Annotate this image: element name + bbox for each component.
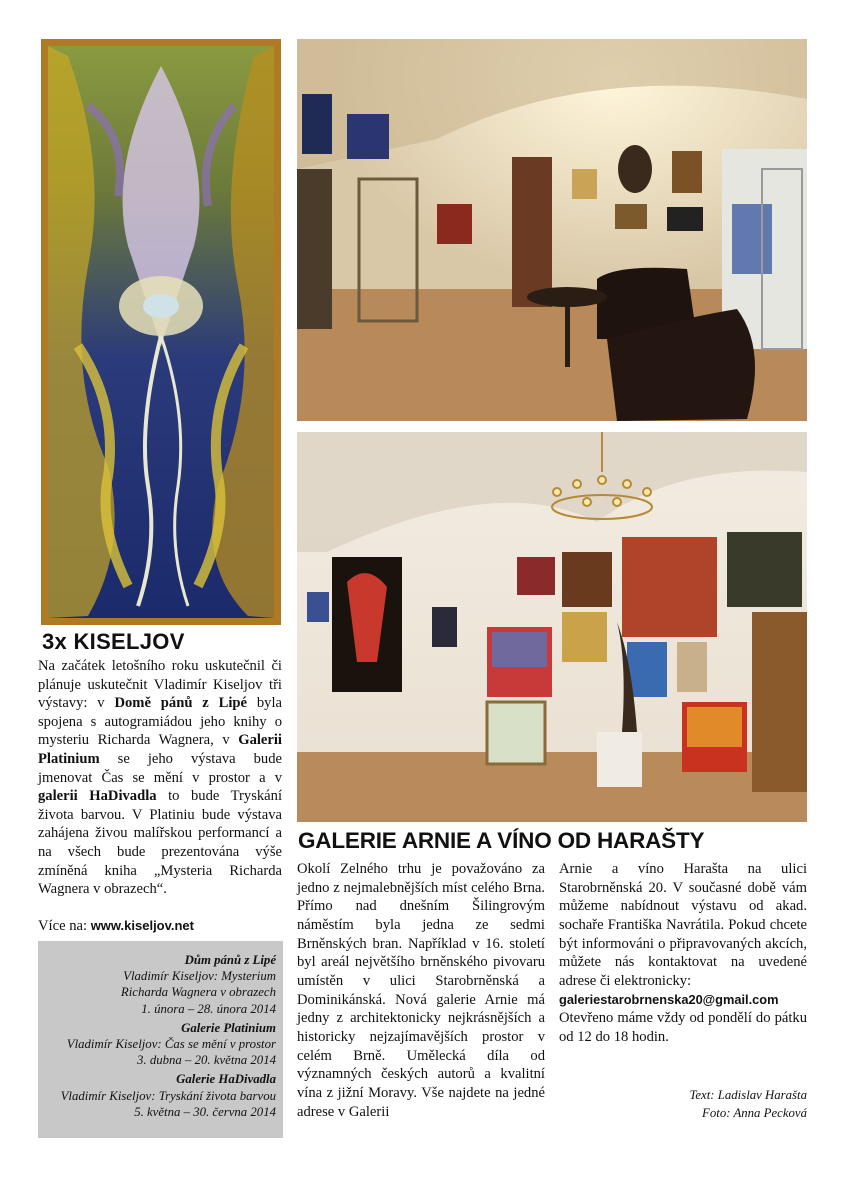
kiseljov-text-1: Na začátek letošního roku uskutečnil či plánuje uskutečnit Vladimír Kiseljov tři výstavy: v	[38, 658, 282, 712]
kiseljov-text-3: se jeho výstava bude jmenovat Čas se mění v prostor a v	[38, 750, 282, 786]
galerie-column-2-text: Arnie a víno Harašta na ulici Starobrněnská 20. V současné době vám můžeme nabídnout výstavu od akad. sochaře Františka Navrátila. Pokud chcete být informováni o připravovaných akcích, můžete nás kontaktovat na uvedené adrese či elektronicky:	[559, 861, 807, 989]
exhibitions-box	[38, 941, 283, 1138]
exhibition-line: Vladimír Kiseljov: Čas se mění v prostor	[66, 1037, 276, 1052]
exhibition-dates: 1. února – 28. února 2014	[141, 1001, 276, 1016]
more-label: Více na:	[38, 918, 91, 934]
exhibition-line: Vladimír Kiseljov: Mysterium	[123, 969, 276, 984]
kiseljov-more-info	[38, 918, 194, 935]
exhibition-venue: Dům pánů z Lipé	[184, 953, 276, 967]
galerie-title: GALERIE ARNIE A VÍNO OD HARAŠTY	[298, 828, 705, 853]
exhibition-venue: Galerie Platinium	[181, 1020, 276, 1035]
photo-credit: Foto: Anna Pecková	[702, 1106, 807, 1120]
exhibition-line: Vladimír Kiseljov: Tryskání života barvou	[60, 1088, 276, 1103]
exhibition-line: Richarda Wagnera v obrazech	[120, 985, 276, 1000]
galerie-column-1: Okolí Zelného trhu je považováno za jedno z nejmalebnějších míst celého Brna. Přímo nad dnešním Šilingrovým náměstím byla jedna ze sedmi Brněnských bran. Například v 16. století byl areál největšího brněnského pivovaru umístěn v ulici Starobrněnská a Dominikánská. Nová galerie Arnie má jedny z architektonicky nejkrásnějších a historicky nejzajímavějších prostor v celém Brně. Umělecká díla od významných českých autorů a kvalitní vína z jižní Moravy. Vše najdete na jedné adrese v Galerii	[297, 861, 545, 1120]
gallery-photo-sofa	[297, 39, 807, 421]
kiseljov-text-4: to bude Tryskání života barvou. V Platiniu bude výstava zahájena živou malířskou performancí a na všech bude prezentována výše zmíněná kniha „Mysteria Richarda Wagnera v obrazech“.	[38, 788, 282, 898]
painting-image	[41, 39, 281, 625]
exhibition-dates: 3. dubna – 20. května 2014	[137, 1053, 276, 1068]
gallery-photo-chandelier	[297, 432, 807, 822]
venue-platinium: Galerii Platinium	[38, 732, 282, 767]
credits	[560, 1086, 807, 1122]
exhibition-dates: 5. května – 30. června 2014	[134, 1104, 276, 1119]
text-credit: Text: Ladislav Harašta	[689, 1088, 807, 1102]
galerie-email-link[interactable]: galeriestarobrnenska20@gmail.com	[559, 991, 779, 1007]
galerie-opening-hours: Otevřeno máme vždy od pondělí do pátku od 12 do 18 hodin.	[559, 1010, 807, 1045]
kiseljov-text-2: byla spojena s autogramiádou jeho knihy o mysteriu Richarda Wagnera, v	[38, 695, 282, 749]
venue-hadivadla: galerii HaDivadla	[38, 788, 157, 805]
kiseljov-body	[38, 657, 282, 899]
venue-dum-panu: Domě pánů z Lipé	[114, 695, 248, 712]
galerie-column-2	[559, 860, 807, 1047]
kiseljov-website-link[interactable]: www.kiseljov.net	[90, 918, 194, 933]
kiseljov-title: 3x KISELJOV	[42, 629, 185, 654]
exhibition-venue: Galerie HaDivadla	[176, 1072, 276, 1087]
